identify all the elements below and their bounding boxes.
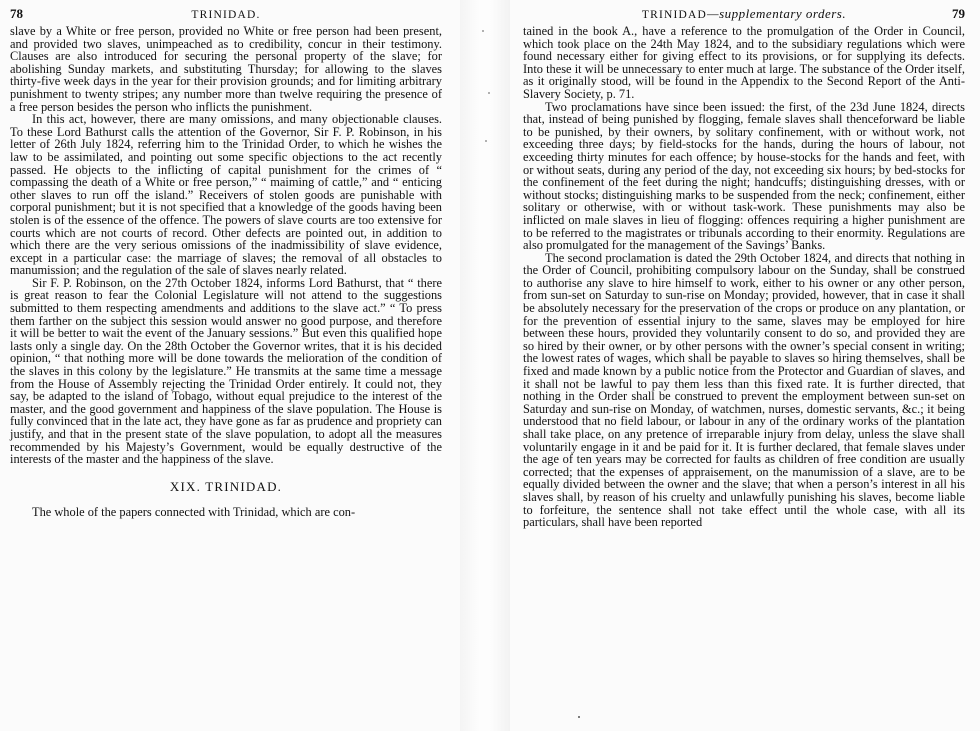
paragraph: In this act, however, there are many omissions, and many objectionable clauses. To these Lord Bathurst calls the attention of the Governor, Sir F. P. Robinson, in his letter of 26th July 1824, referring him to the Trinidad Order, to which he wishes the law to be assimilated, and pointing out some specific objections to the act recently passed. He objects to the inflicting of capital punishment for the crimes of “ compassing the death of a White or free person,” “ maiming of cattle,” and “ enticing other slaves to run off the island.” Receivers of stolen goods are punishable with corporal punishment; but it is not specified that a knowledge of the goods having been stolen is of the essence of the offence. The powers of slave courts are too extensive for courts which are not courts of record. Other defects are pointed out, in addition to which there are the very serious omissions of the inadmissibility of slave evidence, except in a particular case: the marriage of slaves; the removal of all obstacles to manumission; and the regulation of the sale of slaves nearly related.	[10, 112, 442, 278]
left-page	[0, 0, 452, 731]
right-page-text	[523, 25, 965, 529]
paragraph: slave by a White or free person, provided no White or free person had been present, and provided two slaves, unimpeached as to credibility, concur in their testimony. Clauses are also introduced for securing the personal property of the slave; for abolishing Sunday markets, and substituting Thursday; for allowing to the slaves thirty-five week days in the year for their provision grounds; and for limiting arbitrary punishment to twenty stripes; any number more than twelve requiring the presence of a free person besides the person who inflicts the punishment.	[10, 24, 442, 114]
page-number: 78	[10, 6, 23, 21]
speck	[488, 92, 490, 94]
page-number: 79	[952, 6, 965, 21]
speck	[578, 716, 580, 718]
paragraph: Two proclamations have since been issued: the first, of the 23d June 1824, directs that, instead of being punished by flogging, female slaves shall thenceforward be liable to be punished, by their owners, by solitary confinement, with or without work, not exceeding three days; by field-stocks for the hands, during the hours of labour, not exceeding thirty minutes for each offence; by house-stocks for the hands and feet, with or without seats, during any period of the day, not exceeding six hours; by bed-stocks for the confinement of the feet during the night; handcuffs; distinguishing dresses, with or without stocks; distinguishing marks to be suspended from the neck; confinement, either solitary or otherwise, with or without task-work. These punishments may also be inflicted on male slaves in lieu of flogging: offences requiring a higher punishment are to be referred to the magistrates or tribunals according to their enormity. Regulations are also promulgated for the management of the Savings’ Banks.	[523, 99, 965, 253]
paragraph: tained in the book A., have a reference to the promulgation of the Order in Council, which took place on the 24th May 1824, and to the subsidiary regulations which were found necessary either for giving effect to its provisions, or for supplying its defects. Into these it will be unnecessary to enter much at large. The substance of the Order itself, as it originally stood, will be found in the Appendix to the Second Report of the Anti-Slavery Society, p. 71.	[523, 24, 965, 101]
running-head-title: TRINIDAD	[641, 9, 708, 21]
left-page-header	[10, 6, 442, 22]
running-head: TRINIDAD.	[191, 9, 261, 21]
right-page	[515, 0, 977, 731]
right-page-header	[523, 6, 965, 22]
paragraph: Sir F. P. Robinson, on the 27th October 1824, informs Lord Bathurst, that “ there is great reason to fear the Colonial Legislature will not attend to the suggestions submitted to them respecting amendments and additions to the slave act.” “ To press them farther on the subject this session would answer no good purpose, and therefore it will be better to wait the event of the January sessions.” But even this qualified hope lasts only a single day. On the 28th October the Governor writes, that it is his decided opinion, “ that nothing more will be done towards the melioration of the condition of the slaves in this colony by the legislature.” He transmits at the same time a message from the House of Assembly rejecting the Trinidad Order entirely. It could not, they say, be adapted to the island of Tobago, without equal prejudice to the interest of the master, and the good government and happiness of the slave population. The House is fully convinced that in the late act, they have gone as far as prudence and propriety can justify, and that in the present state of the slave population, to adopt all the measures recommended by his Majesty’s Government, would be equally destructive of the interests of the master and the happiness of the slave.	[10, 275, 442, 467]
left-page-text	[10, 25, 442, 519]
running-head-subtitle: —supplementary orders.	[707, 6, 847, 21]
speck	[482, 30, 484, 32]
running-head	[536, 6, 952, 22]
book-gutter	[460, 0, 510, 731]
speck	[485, 140, 487, 142]
paragraph: The second proclamation is dated the 29th October 1824, and directs that nothing in the Order of Council, prohibiting compulsory labour on the Sunday, shall be construed to authorise any slave to hire himself to work, either to his owner or any other person, from sun-set on Saturday to sun-rise on Monday; provided, however, that in case it shall be absolutely necessary for the preservation of the crops or produce on any plantation, or for the prevention of essential injury to the same, slaves may be employed for hire between these hours, provided they voluntarily consent to do so, and provided they are so hired by their owner, or by other persons with the owner’s special consent in writing; the lowest rates of wages, which shall be payable to slaves so hiring themselves, shall be fixed and made known by a public notice from the Protector and Guardian of slaves, and it shall not be lawful to pay them less than this fixed rate. It is further directed, that nothing in the Order shall be construed to prevent the employment between sun-set on Saturday and sun-rise on Monday, of watchmen, nurses, domestic servants, &c.; it being understood that no field labour, or labour in any of the ordinary works of the plantation shall take place, on any pretence of irreparable injury from delay, unless the slave shall voluntarily engage in it and be paid for it. It is further declared, that female slaves under the age of ten years may be corrected for faults as children of free condition are usually corrected; that the expenses of appraisement, on the manumission of a slave, are to be equally divided between the owner and the slave; that when a person’s interest in all his slaves shall, by reason of his cruelty and unlawfully punishing his slaves, become liable to forfeiture, the sentence shall not take effect until the whole case, with all its particulars, shall have been reported	[523, 250, 965, 530]
paragraph: The whole of the papers connected with Trinidad, which are con-	[32, 505, 356, 520]
section-heading: XIX. TRINIDAD.	[169, 478, 283, 494]
